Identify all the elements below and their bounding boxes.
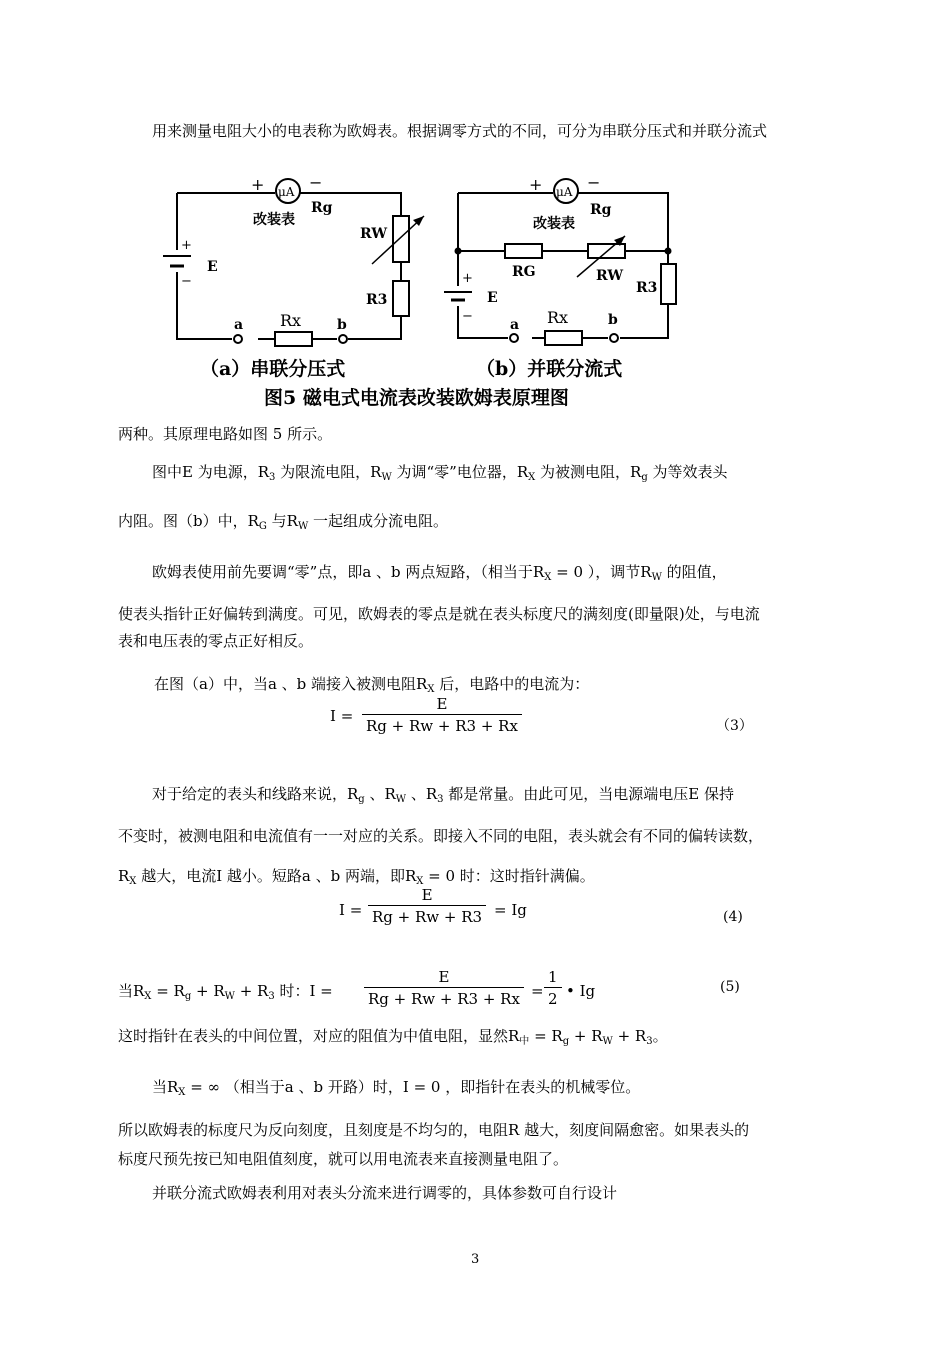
svg-text:RG: RG <box>512 264 536 280</box>
paragraph-4: 内阻。图（b）中，$R_G$ 与$R_W$ 一起组成分流电阻。 <box>118 512 449 532</box>
paragraph-17: 并联分流式欧姆表利用对表头分流来进行调零的，具体参数可自行设计 <box>152 1184 618 1202</box>
eq4-rhs: = Ig <box>494 901 527 919</box>
svg-text:a: a <box>234 317 244 333</box>
paragraph-12: 当$R_X = R_g + R_W + R_3$ 时：I = <box>118 982 333 1002</box>
eq3-number: （3） <box>716 718 753 734</box>
svg-text:+: + <box>462 271 473 286</box>
paragraph-5: 欧姆表使用前先要调“零”点，即a 、b 两点短路，（相当于$R_X = 0$ ），调节$R_W$ 的阻值， <box>152 563 727 583</box>
eq5-tail: • Ig <box>566 982 596 1000</box>
svg-text:R3: R3 <box>636 280 658 296</box>
svg-text:改装表: 改装表 <box>533 216 575 232</box>
svg-text:Rx: Rx <box>547 308 569 327</box>
paragraph-13: 这时指针在表头的中间位置，对应的阻值为中值电阻，显然$R_中 = R_g + R_W + R_3$。 <box>118 1027 668 1047</box>
svg-text:+: + <box>529 175 543 194</box>
svg-text:Rg: Rg <box>590 202 612 218</box>
svg-text:−: − <box>462 309 473 324</box>
svg-text:−: − <box>587 173 601 192</box>
svg-text:E: E <box>487 290 498 306</box>
paragraph-10: 不变时，被测电阻和电流值有一一对应的关系。即接入不同的电阻，表头就会有不同的偏转读数， <box>118 827 764 845</box>
svg-text:+: + <box>251 175 265 194</box>
eq3-fraction: $\frac{E}{Rg + Rw + R3 + Rx}$ <box>362 694 522 737</box>
eq4-lhs: I = <box>339 901 363 919</box>
svg-text:−: − <box>181 274 192 289</box>
svg-text:（b）并联分流式: （b）并联分流式 <box>476 358 623 380</box>
eq3-lhs: I = <box>330 707 354 725</box>
paragraph-6: 使表头指针正好偏转到满度。可见，欧姆表的零点是就在表头标度尺的满刻度(即量限)处，与电流 <box>118 605 760 623</box>
svg-text:E: E <box>207 259 218 275</box>
eq4-fraction: $\frac{E}{Rg + Rw + R3}$ <box>368 885 486 928</box>
svg-text:−: − <box>309 173 323 192</box>
eq5-fraction: $\frac{E}{Rg + Rw + R3 + Rx}$ <box>364 967 524 1010</box>
svg-text:+: + <box>181 238 192 253</box>
svg-text:μA: μA <box>556 185 573 199</box>
eq4-number: (4) <box>723 909 743 925</box>
paragraph-8: 在图（a）中，当a 、b 端接入被测电阻$R_X$ 后，电路中的电流为： <box>154 675 590 695</box>
paragraph-14: 当$R_X$ = ∞ （相当于a 、b 开路）时，I = 0 ，即指针在表头的机械零位。 <box>152 1078 641 1098</box>
svg-text:图5 磁电式电流表改装欧姆表原理图: 图5 磁电式电流表改装欧姆表原理图 <box>264 387 569 409</box>
page-number: 3 <box>471 1252 480 1267</box>
svg-text:R3: R3 <box>366 292 388 308</box>
paragraph-16: 标度尺预先按已知电阻值刻度，就可以用电流表来直接测量电阻了。 <box>118 1150 569 1168</box>
paragraph-2: 两种。其原理电路如图 5 所示。 <box>118 425 333 443</box>
paragraph-15: 所以欧姆表的标度尺为反向刻度，且刻度是不均匀的，电阻R 越大，刻度间隔愈密。如果表头的 <box>118 1121 750 1139</box>
svg-text:RW: RW <box>596 268 624 284</box>
svg-text:a: a <box>510 317 520 333</box>
eq5-number: (5) <box>720 979 740 995</box>
svg-text:改装表: 改装表 <box>253 212 295 228</box>
paragraph-3: 图中E 为电源，$R_3$ 为限流电阻，$R_W$ 为调“零”电位器，$R_X$ 为被测电阻，$R_g$ 为等效表头 <box>152 463 728 483</box>
eq5-half: $\frac{1}{2}$ <box>544 967 562 1010</box>
paragraph-11: $R_X$ 越大，电流I 越小。短路a 、b 两端，即$R_X = 0$ 时：这时指针满偏。 <box>118 867 595 887</box>
svg-text:Rx: Rx <box>280 311 302 330</box>
paragraph-1: 用来测量电阻大小的电表称为欧姆表。根据调零方式的不同，可分为串联分压式和并联分流式 <box>152 122 768 140</box>
svg-text:b: b <box>337 317 347 333</box>
paragraph-7: 表和电压表的零点正好相反。 <box>118 632 314 650</box>
svg-text:μA: μA <box>278 185 295 199</box>
eq5-equals: = <box>531 982 544 1000</box>
svg-text:RW: RW <box>360 226 388 242</box>
svg-text:（a）串联分压式: （a）串联分压式 <box>200 358 346 380</box>
paragraph-9: 对于给定的表头和线路来说，$R_g$ 、$R_W$ 、$R_3$ 都是常量。由此可见，当电源端电压E 保持 <box>152 785 734 805</box>
svg-text:Rg: Rg <box>311 200 333 216</box>
svg-text:b: b <box>608 312 618 328</box>
